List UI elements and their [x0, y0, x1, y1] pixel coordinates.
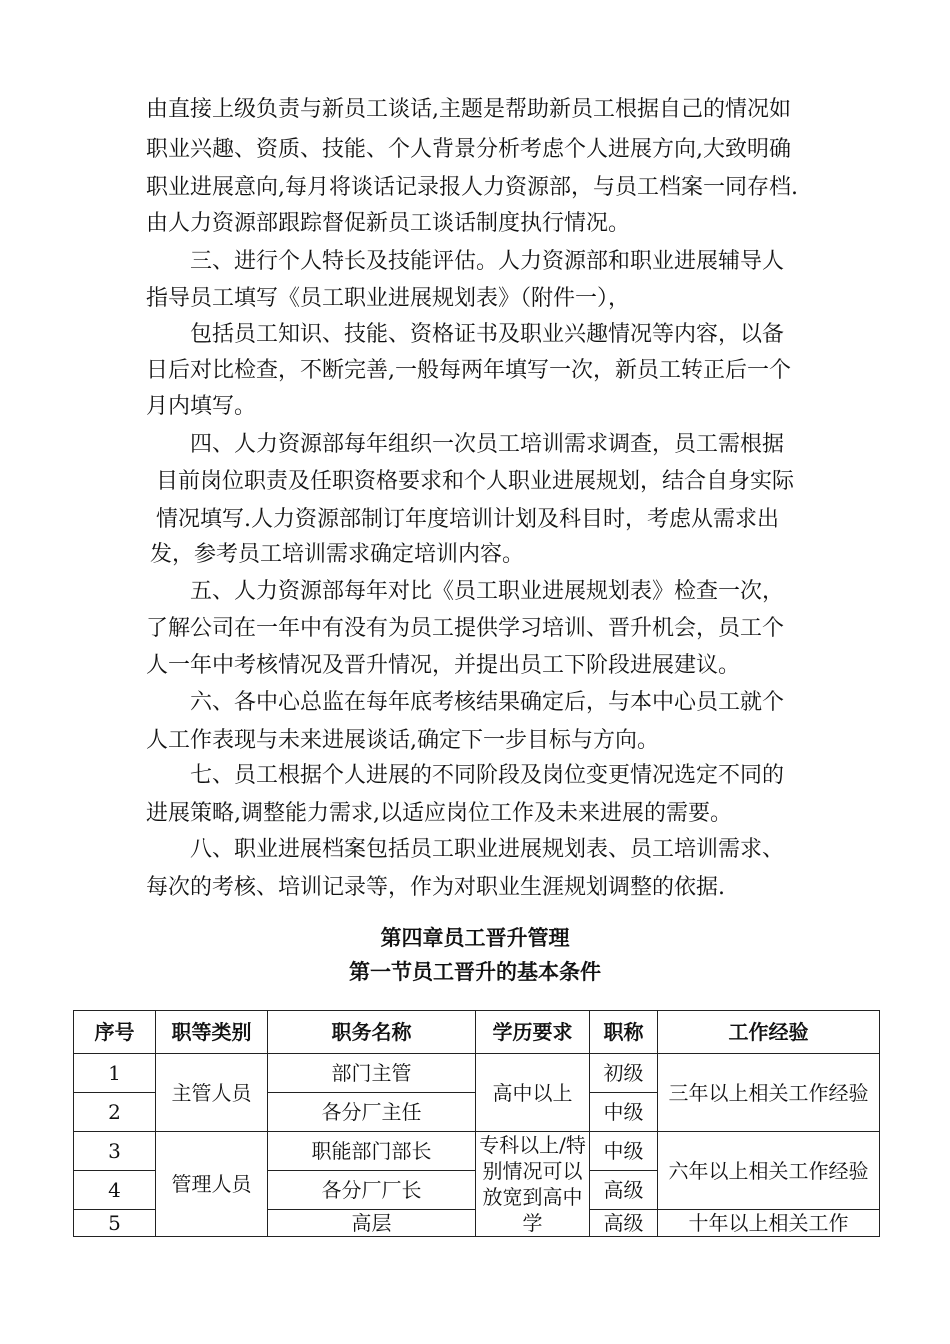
paragraph-line: 三、进行个人特长及技能评估。人力资源部和职业进展辅导人 — [190, 249, 785, 274]
paragraph-line: 包括员工知识、技能、资格证书及职业兴趣情况等内容，以备 — [190, 322, 785, 347]
paragraph-line: 指导员工填写《员工职业进展规划表》（附件一）， — [146, 286, 631, 311]
table-header-row — [74, 1011, 880, 1054]
position-cell: 职能部门部长 — [268, 1132, 476, 1171]
title-cell: 高级 — [590, 1210, 658, 1237]
paragraph-line: 人工作表现与未来进展谈话,确定下一步目标与方向。 — [146, 728, 659, 753]
header-experience: 工作经验 — [658, 1011, 880, 1054]
position-cell: 部门主管 — [268, 1054, 476, 1093]
experience-cell: 三年以上相关工作经验 — [658, 1054, 880, 1132]
paragraph-line: 了解公司在一年中有没有为员工提供学习培训、晋升机会，员工个 — [146, 616, 785, 641]
paragraph-line: 六、各中心总监在每年底考核结果确定后，与本中心员工就个 — [190, 690, 785, 715]
paragraph-line: 由直接上级负责与新员工谈话,主题是帮助新员工根据自己的情况如 — [146, 97, 791, 122]
paragraph-line: 人一年中考核情况及晋升情况，并提出员工下阶段进展建议。 — [146, 653, 741, 678]
category-cell: 管理人员 — [156, 1132, 268, 1237]
title-cell: 初级 — [590, 1054, 658, 1093]
paragraph-line: 日后对比检查，不断完善,一般每两年填写一次，新员工转正后一个 — [146, 358, 791, 383]
experience-cell: 十年以上相关工作 — [658, 1210, 880, 1237]
education-cell: 专科以上/特别情况可以放宽到高中学 — [476, 1132, 590, 1237]
row-number: 5 — [74, 1210, 156, 1237]
title-cell: 中级 — [590, 1093, 658, 1132]
header-seq: 序号 — [74, 1011, 156, 1054]
education-cell: 高中以上 — [476, 1054, 590, 1132]
title-cell: 中级 — [590, 1132, 658, 1171]
paragraph-line: 月内填写。 — [146, 394, 257, 419]
header-education: 学历要求 — [476, 1011, 590, 1054]
paragraph-line: 进展策略,调整能力需求,以适应岗位工作及未来进展的需要。 — [146, 801, 732, 826]
header-category: 职等类别 — [156, 1011, 268, 1054]
table-row — [74, 1054, 880, 1093]
position-cell: 各分厂厂长 — [268, 1171, 476, 1210]
row-number: 1 — [74, 1054, 156, 1093]
paragraph-line: 目前岗位职责及任职资格要求和个人职业进展规划，结合自身实际 — [156, 469, 795, 494]
header-title: 职称 — [590, 1011, 658, 1054]
paragraph-line: 每次的考核、培训记录等，作为对职业生涯规划调整的依据. — [146, 875, 725, 900]
position-cell: 各分厂主任 — [268, 1093, 476, 1132]
promotion-conditions-table — [73, 1010, 880, 1237]
paragraph-line: 五、人力资源部每年对比《员工职业进展规划表》检查一次， — [190, 579, 785, 604]
chapter-title: 第四章员工晋升管理 — [380, 926, 570, 950]
paragraph-line: 情况填写.人力资源部制订年度培训计划及科目时，考虑从需求出 — [156, 507, 779, 532]
paragraph-line: 职业进展意向,每月将谈话记录报人力资源部，与员工档案一同存档. — [146, 175, 798, 200]
paragraph-line: 四、人力资源部每年组织一次员工培训需求调查，员工需根据 — [190, 432, 785, 457]
paragraph-line: 由人力资源部跟踪督促新员工谈话制度执行情况。 — [146, 211, 631, 236]
title-cell: 高级 — [590, 1171, 658, 1210]
position-cell: 高层 — [268, 1210, 476, 1237]
table-row — [74, 1132, 880, 1171]
category-cell: 主管人员 — [156, 1054, 268, 1132]
experience-cell: 六年以上相关工作经验 — [658, 1132, 880, 1210]
paragraph-line: 发，参考员工培训需求确定培训内容。 — [150, 542, 525, 567]
paragraph-line: 职业兴趣、资质、技能、个人背景分析考虑个人进展方向,大致明确 — [146, 137, 791, 162]
paragraph-line: 七、员工根据个人进展的不同阶段及岗位变更情况选定不同的 — [190, 763, 785, 788]
row-number: 4 — [74, 1171, 156, 1210]
row-number: 3 — [74, 1132, 156, 1171]
paragraph-line: 八、职业进展档案包括员工职业进展规划表、员工培训需求、 — [190, 837, 785, 862]
row-number: 2 — [74, 1093, 156, 1132]
section-title: 第一节员工晋升的基本条件 — [349, 960, 601, 984]
header-position: 职务名称 — [268, 1011, 476, 1054]
